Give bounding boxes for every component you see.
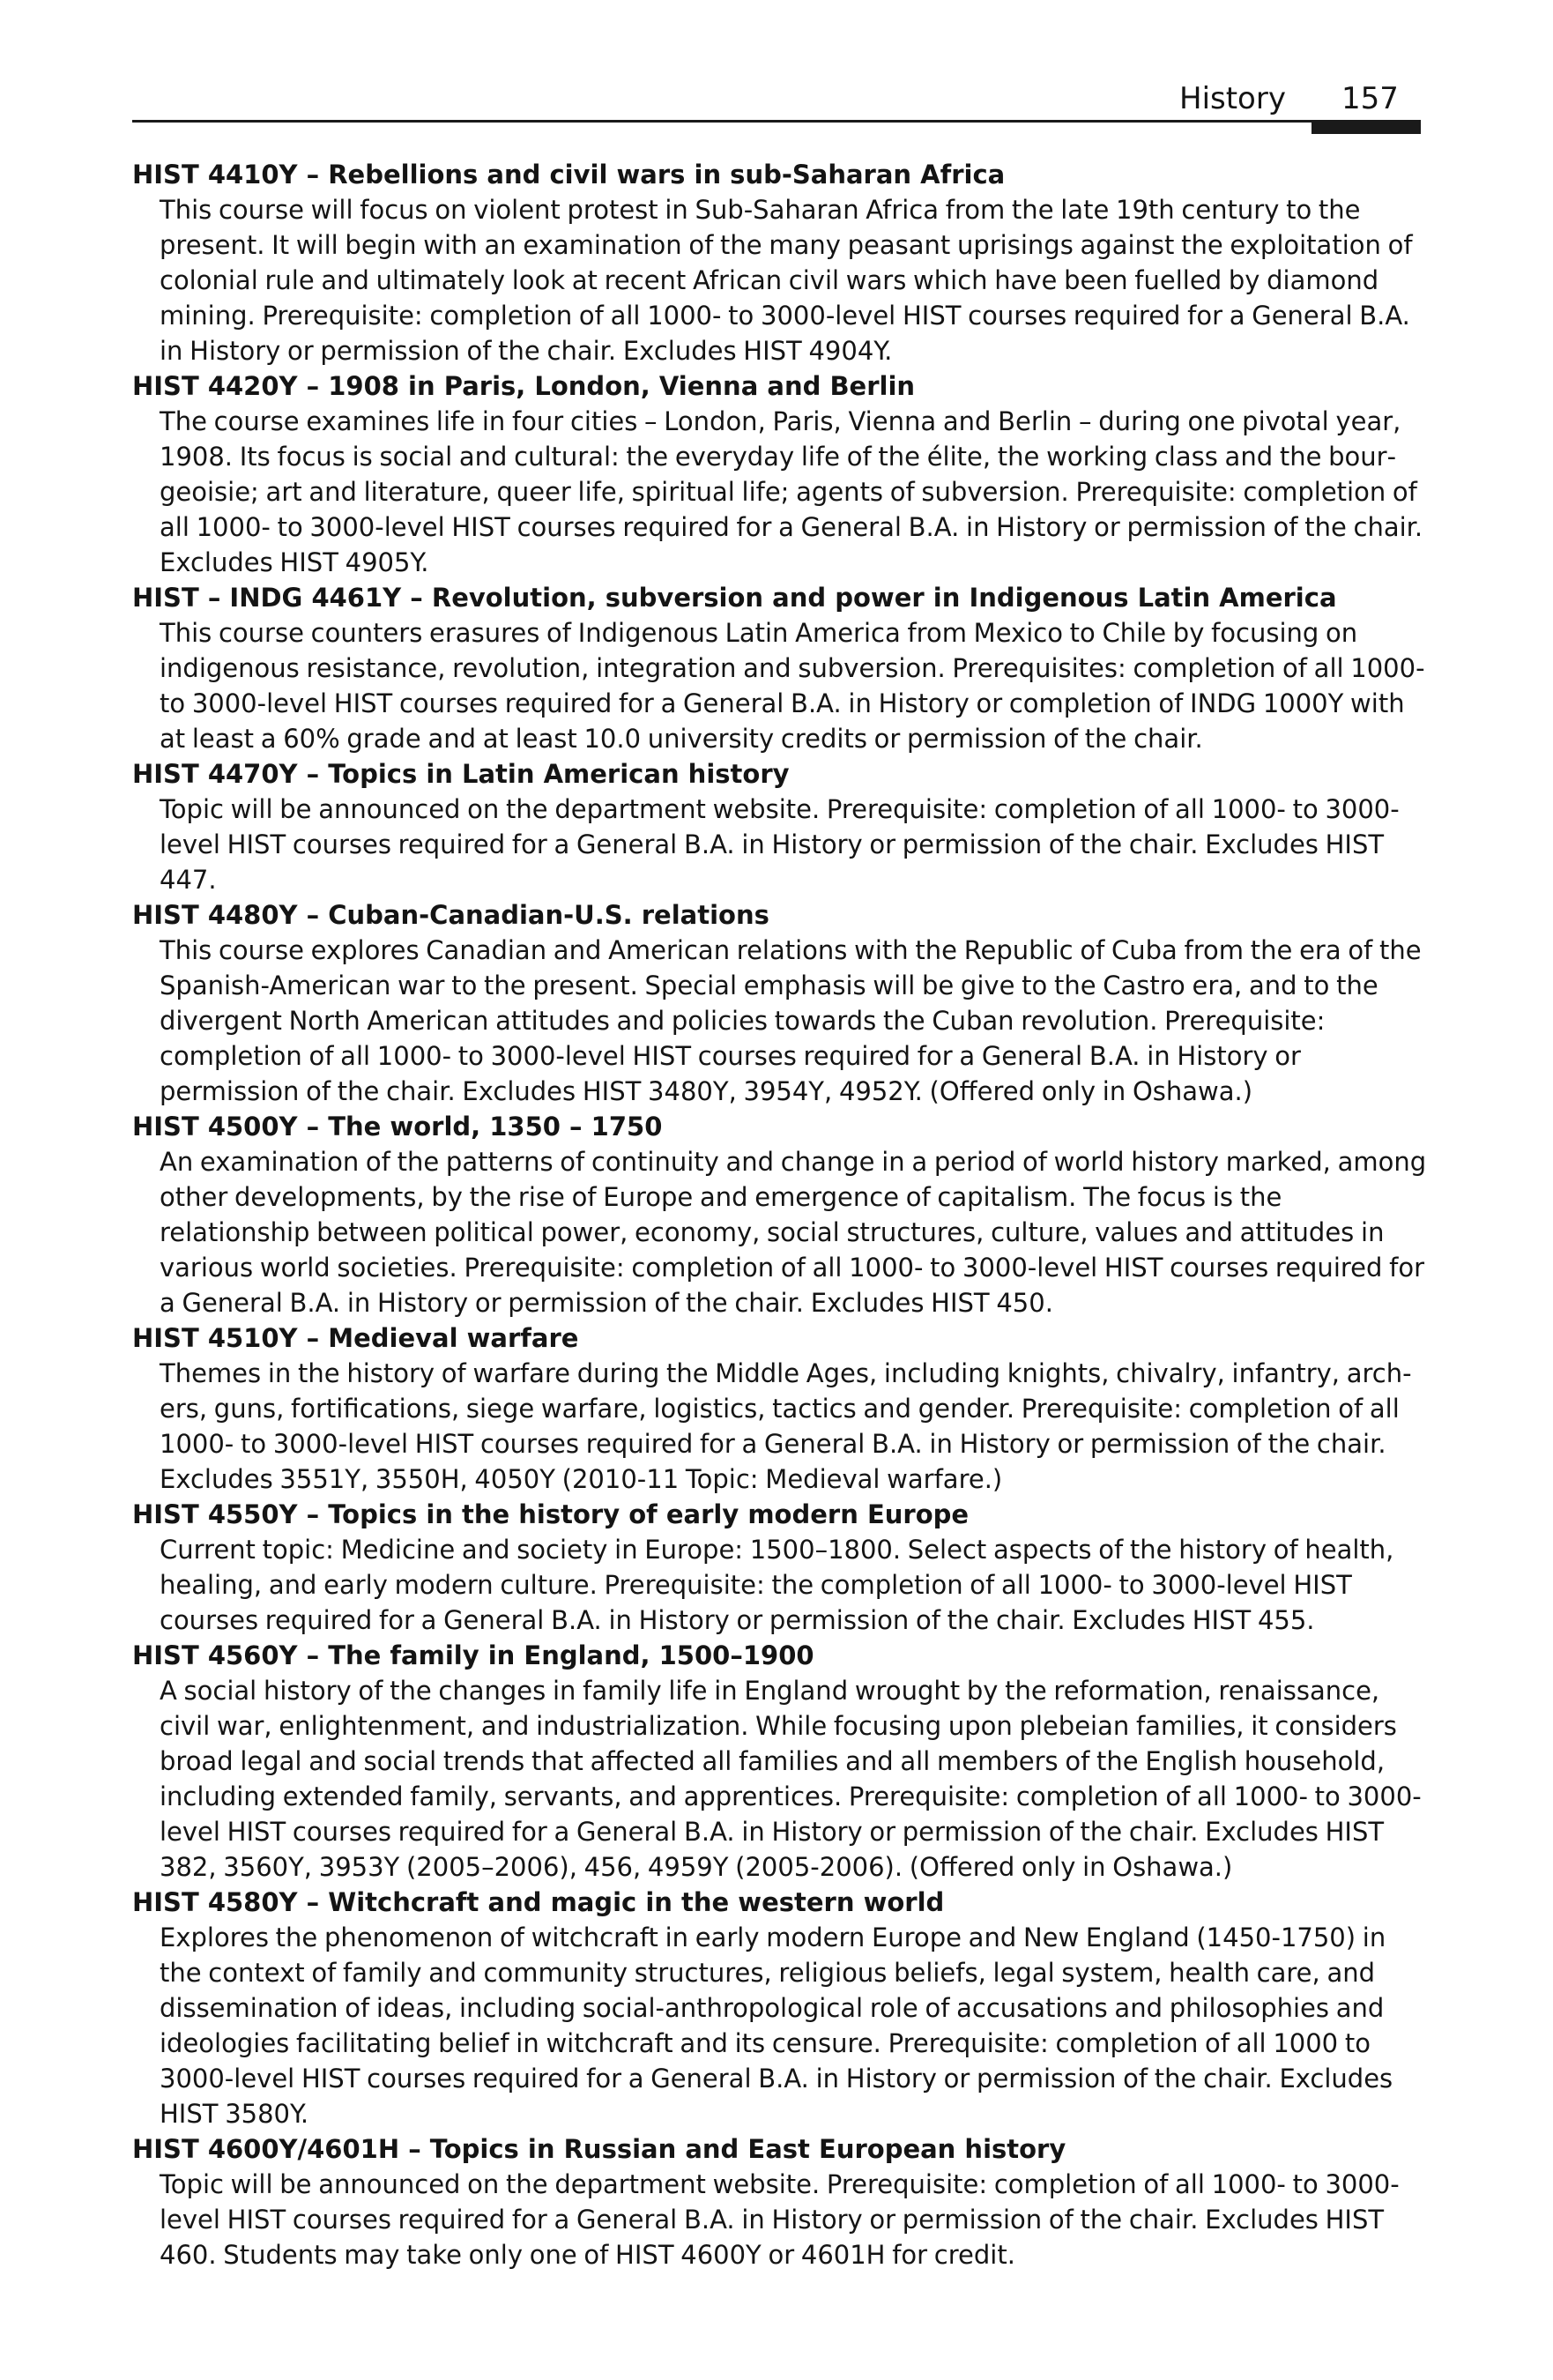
course-title: HIST 4510Y – Medieval warfare bbox=[132, 1323, 579, 1353]
course-description: Current topic: Medicine and society in Europe: 1500–1800. Select aspects of the history of health, healing, and early modern culture. Prerequisite: the completion of all 1000- to 3000-level HIST courses required for a General B.A. in History or permission of the chair. Excludes HIST 455. bbox=[160, 1535, 1394, 1635]
course-title: HIST 4410Y – Rebellions and civil wars in sub-Saharan Africa bbox=[132, 160, 1006, 190]
course-entry-hist-4500y bbox=[132, 1109, 1428, 1320]
course-description: This course counters erasures of Indigenous Latin America from Mexico to Chile by focusing on indigenous resistance, revolution, integration and subversion. Prerequisites: completion of all 1000- to 3000-level HIST courses required for a General B.A. in History or completion of INDG 1000Y with at least a 60% grade and at least 10.0 university credits or permission of the chair. bbox=[160, 618, 1425, 754]
course-description: This course explores Canadian and American relations with the Republic of Cuba from the era of the Spanish-American war to the present. Special emphasis will be give to the Castro era, and to the divergent North American attitudes and policies towards the Cuban revolution. Prerequisite: completion of all 1000- to 3000-level HIST courses required for a General B.A. in History or permission of the chair. Excludes HIST 3480Y, 3954Y, 4952Y. (Offered only in Oshawa.) bbox=[160, 935, 1422, 1106]
course-description: The course examines life in four cities – London, Paris, Vienna and Berlin – during one pivotal year, 1908. Its focus is social and cultural: the everyday life of the élite, the working class and the bourgeoisie; art and literature, queer life, spiritual life; agents of subversion. Prerequisite: completion of all 1000- to 3000-level HIST courses required for a General B.A. in History or permission of the chair. Excludes HIST 4905Y. bbox=[160, 406, 1423, 577]
course-entry-hist-4470y bbox=[132, 756, 1428, 897]
course-title: HIST 4420Y – 1908 in Paris, London, Vienna and Berlin bbox=[132, 371, 916, 401]
course-title: HIST 4560Y – The family in England, 1500–1900 bbox=[132, 1640, 814, 1670]
course-description: Topic will be announced on the department website. Prerequisite: completion of all 1000- to 3000- level HIST courses required for a General B.A. in History or permission of the chair. Excludes HIST 447. bbox=[160, 794, 1400, 895]
course-entry-hist-4560y bbox=[132, 1638, 1428, 1885]
page-number: 157 bbox=[1341, 81, 1399, 116]
page-header bbox=[0, 0, 1553, 141]
header-rule bbox=[132, 120, 1421, 123]
course-entry-hist-4600y-4601h bbox=[132, 2131, 1428, 2272]
course-entry-hist-indg-4461y bbox=[132, 580, 1428, 756]
course-entry-hist-4580y bbox=[132, 1885, 1428, 2131]
course-title: HIST – INDG 4461Y – Revolution, subversion and power in Indigenous Latin America bbox=[132, 583, 1337, 613]
course-title: HIST 4580Y – Witchcraft and magic in the western world bbox=[132, 1887, 945, 1917]
course-entry-hist-4480y bbox=[132, 897, 1428, 1109]
header-tab-bar bbox=[1312, 123, 1421, 134]
course-description: Themes in the history of warfare during the Middle Ages, including knights, chivalry, infantry, archers, guns, fortifications, siege warfare, logistics, tactics and gender. Prerequisite: completion of all 1000- to 3000-level HIST courses required for a General B.A. in History or permission of the chair. Excludes 3551Y, 3550H, 4050Y (2010-11 Topic: Medieval warfare.) bbox=[160, 1358, 1412, 1494]
course-title: HIST 4480Y – Cuban-Canadian-U.S. relations bbox=[132, 900, 769, 930]
course-description: Topic will be announced on the department website. Prerequisite: completion of all 1000- to 3000- level HIST courses required for a General B.A. in History or permission of the chair. Excludes HIST 460. Students may take only one of HIST 4600Y or 4601H for credit. bbox=[160, 2169, 1400, 2270]
course-entry-hist-4510y bbox=[132, 1320, 1428, 1497]
course-title: HIST 4550Y – Topics in the history of early modern Europe bbox=[132, 1499, 970, 1529]
course-title: HIST 4470Y – Topics in Latin American history bbox=[132, 759, 790, 789]
course-entry-hist-4550y bbox=[132, 1497, 1428, 1638]
course-title: HIST 4600Y/4601H – Topics in Russian and East European history bbox=[132, 2134, 1066, 2164]
course-description: This course will focus on violent protest in Sub-Saharan Africa from the late 19th century to the present. It will begin with an examination of the many peasant uprisings against the exploitation of colonial rule and ultimately look at recent African civil wars which have been fuelled by diamond mining. Prerequisite: completion of all 1000- to 3000-level HIST courses required for a General B.A. in History or permission of the chair. Excludes HIST 4904Y. bbox=[160, 195, 1413, 366]
course-description: An examination of the patterns of continuity and change in a period of world history marked, among other developments, by the rise of Europe and emergence of capitalism. The focus is the relationship between political power, economy, social structures, culture, values and attitudes in various world societies. Prerequisite: completion of all 1000- to 3000-level HIST courses required for a General B.A. in History or permission of the chair. Excludes HIST 450. bbox=[160, 1147, 1427, 1318]
course-entry-hist-4410y bbox=[132, 157, 1428, 368]
course-title: HIST 4500Y – The world, 1350 – 1750 bbox=[132, 1112, 663, 1142]
course-description: Explores the phenomenon of witchcraft in early modern Europe and New England (1450-1750) in the context of family and community structures, religious beliefs, legal system, health care, and dissemination of ideas, including social-anthropological role of accusations and philosophies and ideologies facilitating belief in witchcraft and its censure. Prerequisite: completion of all 1000 to 3000-level HIST courses required for a General B.A. in History or permission of the chair. Excludes HIST 3580Y. bbox=[160, 1923, 1393, 2129]
running-title: History bbox=[1179, 81, 1286, 116]
course-entry-hist-4420y bbox=[132, 368, 1428, 580]
course-list bbox=[132, 157, 1428, 2272]
course-description: A social history of the changes in family life in England wrought by the reformation, renaissance, civil war, enlightenment, and industrialization. While focusing upon plebeian families, it considers broad legal and social trends that affected all families and all members of the English household, including extended family, servants, and apprentices. Prerequisite: completion of all 1000- to 3000-level HIST courses required for a General B.A. in History or permission of the chair. Excludes HIST 382, 3560Y, 3953Y (2005–2006), 456, 4959Y (2005-2006). (Offered only in Oshawa.) bbox=[160, 1676, 1422, 1882]
